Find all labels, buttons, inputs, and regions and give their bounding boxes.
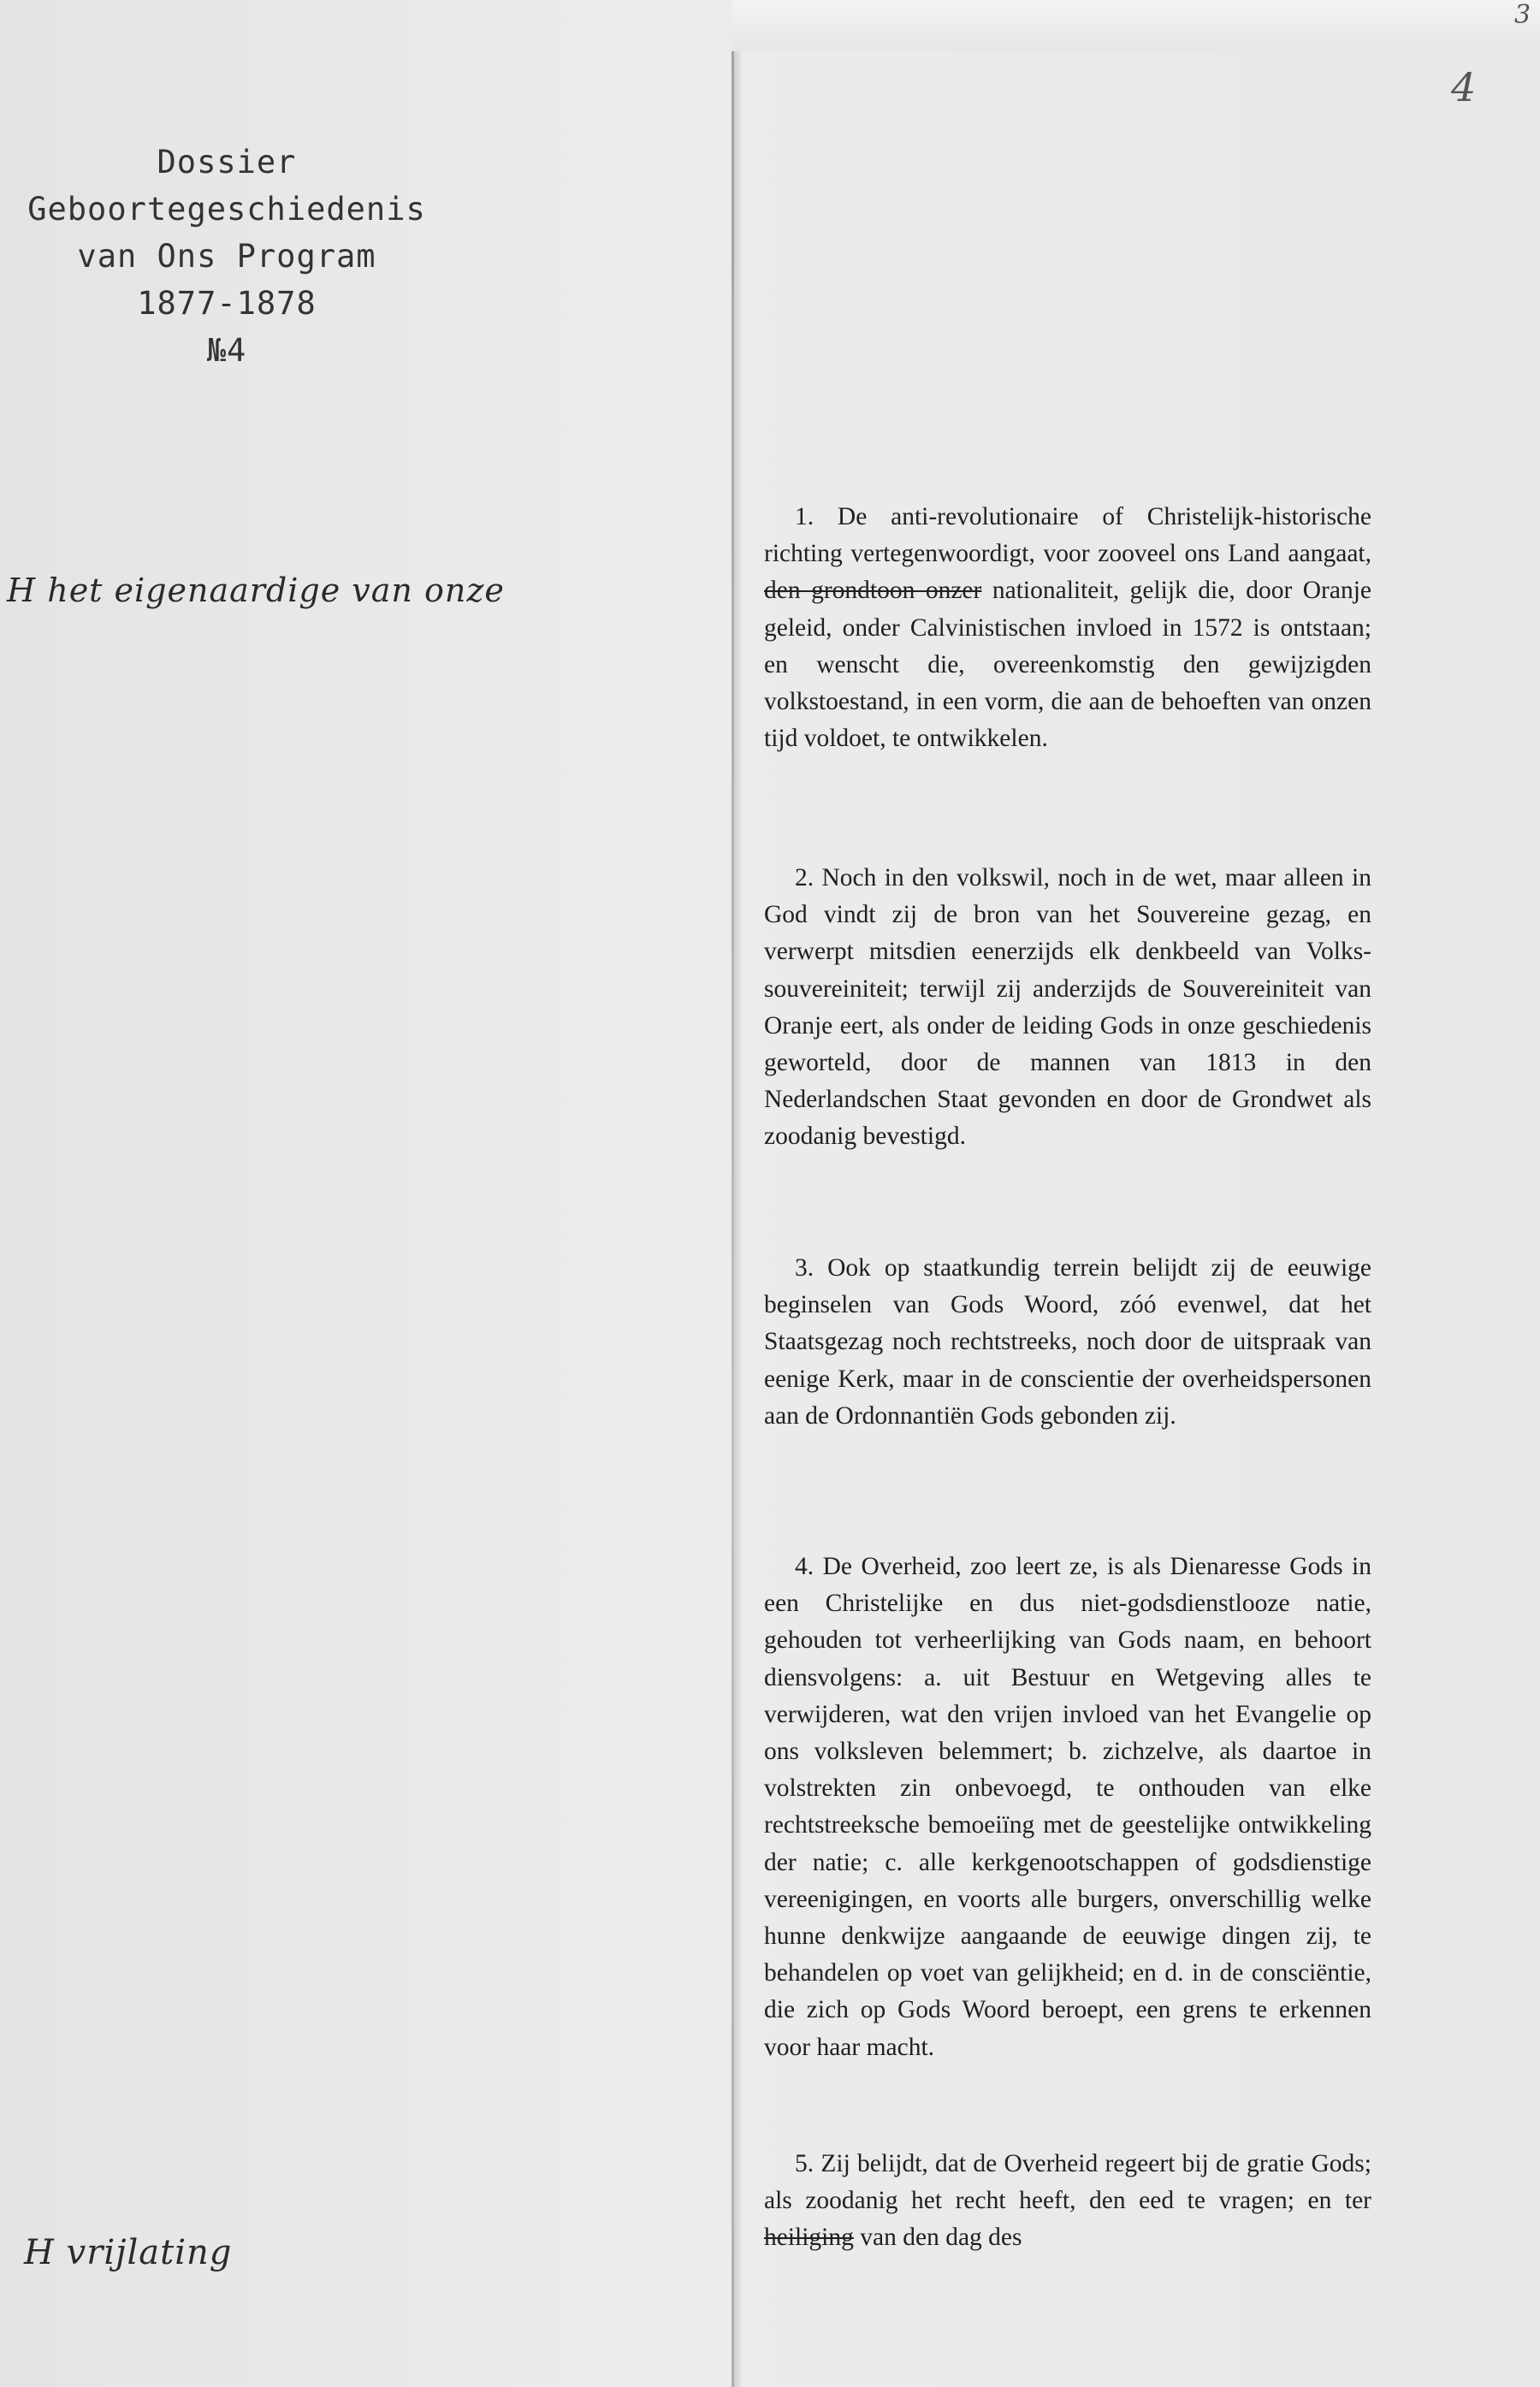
stamp-line-2: Geboortegeschiedenis <box>27 191 426 228</box>
stamp-number: №4 <box>206 332 247 369</box>
article-5-post: van den dag des <box>860 2224 1022 2252</box>
margin-note-1: H het eigenaardige van onze <box>7 572 505 609</box>
page-fold-shadow <box>734 51 743 2387</box>
article-3-text: 3. Ook op staatkundig terrein belijdt zij de eeuwige beginselen van Gods Woord, zóó evenwel, dat het Staatsgezag noch rechtstreeks, noch door de uitspraak van eenige Kerk, maar in de conscientie der overheidspersonen aan de Ordonnantiën Gods gebonden zij. <box>764 1254 1371 1430</box>
article-4 <box>764 1549 1371 2066</box>
stamp-line-3: van Ons Program <box>77 238 376 275</box>
stamp-line-1: Dossier <box>157 144 297 181</box>
article-1-post: nationaliteit, gelijk die, door Oranje geleid, onder Calvinistischen invloed in 1572 is ontstaan; en wenscht die, overeenkomstig den gewijzigden volkstoestand, in een vorm, die aan de behoeften van onzen tijd voldoet, te ontwikkelen. <box>764 577 1372 753</box>
article-2-text: 2. Noch in den volkswil, noch in de wet, maar alleen in God vindt zij de bron van het Souvereine gezag, en verwerpt mitsdien eenerzijds elk denkbeeld van Volks-souvereiniteit; terwijl zij anderzijds de Souvereiniteit van Oranje eert, als onder de leiding Gods in onze geschiedenis geworteld, door de mannen van 1813 in den Nederlandschen Staat gevonden en door de Grondwet als zoodanig bevestigd. <box>764 864 1371 1151</box>
article-5-struck: heiliging <box>764 2224 854 2252</box>
page-number-mark: 4 <box>1451 64 1477 110</box>
stamp-line-4: 1877-1878 <box>137 285 317 322</box>
article-4-text: 4. De Overheid, zoo leert ze, is als Dienaresse Gods in een Christelijke en dus niet-godsdienstlooze natie, gehouden tot verheerlijking van Gods naam, en behoort diensvolgens: a. uit Bestuur en Wetgeving alles te verwijderen, wat den vrijen invloed van het Evangelie op ons volksleven belemmert; b. zichzelve, als daartoe in volstrekten zin onbevoegd, te onthouden van elke rechtstreeksche bemoeiïng met de geestelijke ontwikkeling der natie; c. alle kerkgenootschappen of godsdienstige vereenigingen, en voorts alle burgers, onverschillig welke hunne denkwijze aangaande de eeuwige dingen zij, te behandelen op voet van gelijkheid; en d. in de consciëntie, die zich op Gods Woord beroept, een grens te erkennen voor haar macht. <box>764 1553 1371 2061</box>
article-3 <box>764 1250 1371 1435</box>
article-2 <box>764 860 1371 1156</box>
archive-stamp <box>26 139 428 374</box>
margin-note-2: H vrijlating <box>24 2233 233 2272</box>
article-1 <box>764 499 1371 757</box>
article-5 <box>764 2146 1371 2257</box>
article-1-pre: 1. De anti-revolutionaire of Christelijk-historische richting vertegenwoordigt, voor zooveel ons Land aangaat, <box>764 503 1371 568</box>
article-5-pre: 5. Zij belijdt, dat de Overheid regeert bij de gratie Gods; als zoodanig het recht heeft, den eed te vragen; en ter <box>764 2150 1371 2215</box>
folio-mark: 3 <box>1514 0 1531 30</box>
article-1-struck: den grondtoon onzer <box>764 577 982 605</box>
paper-top-edge <box>732 0 1540 51</box>
